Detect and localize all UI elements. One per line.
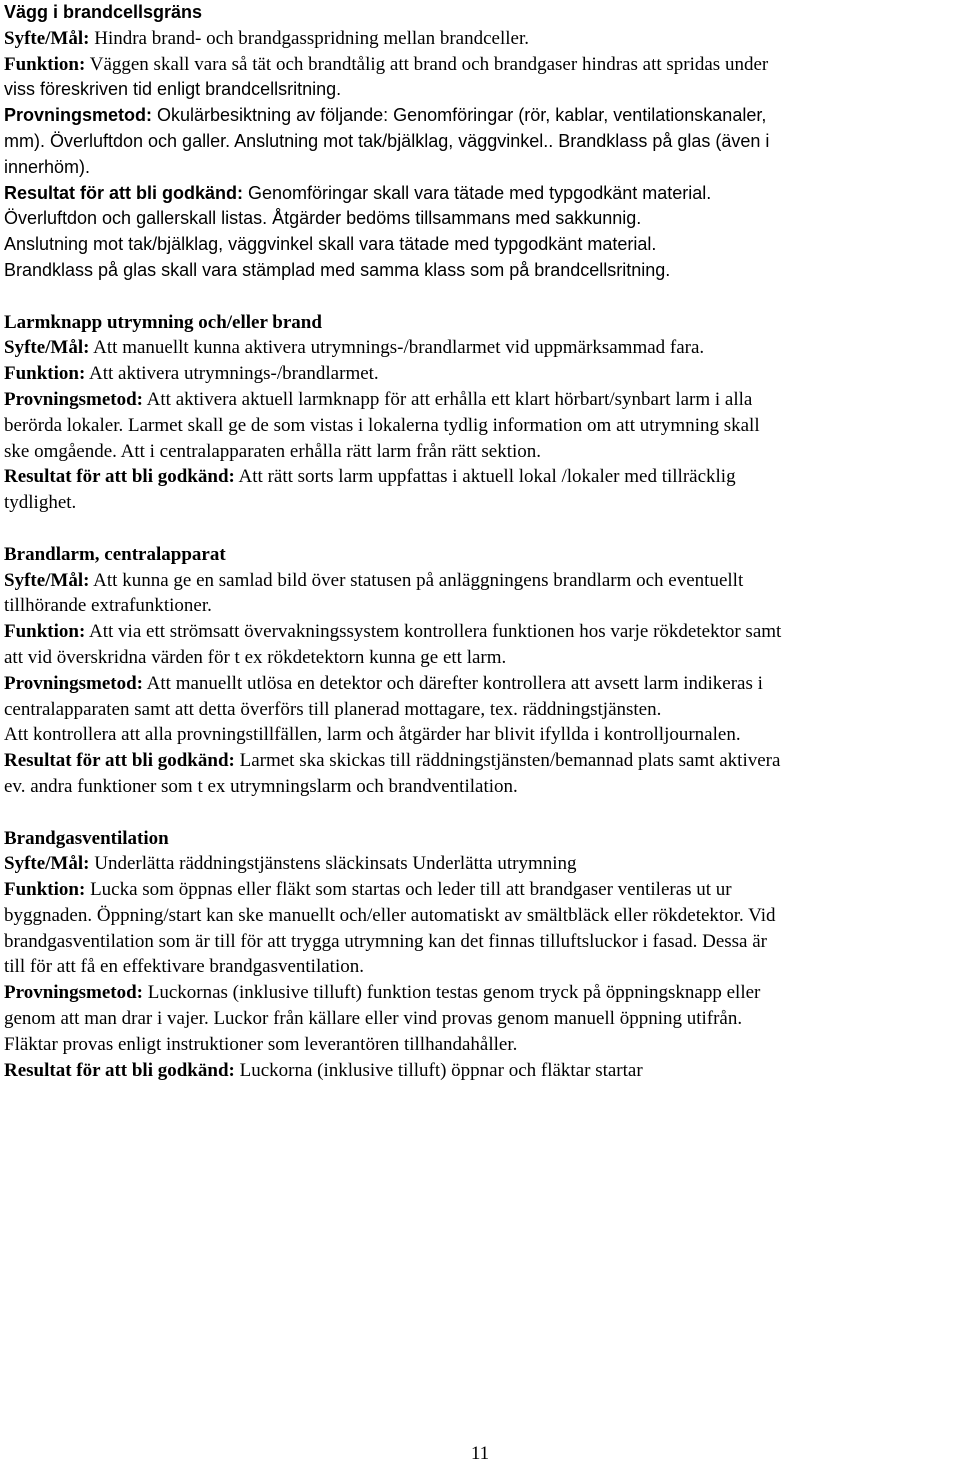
section-heading: Vägg i brandcellsgräns — [4, 2, 203, 22]
paragraph-line — [4, 748, 956, 774]
field-label: Provningsmetod: — [4, 105, 153, 126]
field-text: byggnaden. Öppning/start kan ske manuellt och/eller automatiskt av smältbläck eller rökdetektor. Vid — [4, 904, 776, 926]
paragraph-line — [4, 103, 956, 129]
field-text: innerhöm). — [4, 156, 91, 177]
field-text: Överluftdon och gallerskall listas. Åtgärder bedöms tillsammans med sakkunnig. — [4, 208, 642, 229]
field-text: Brandklass på glas skall vara stämplad med samma klass som på brandcellsritning. — [4, 259, 671, 280]
field-label: Resultat för att bli godkänd: — [4, 182, 244, 203]
page-number: 11 — [470, 1443, 490, 1464]
section-spacer — [4, 516, 956, 542]
field-text: viss föreskriven tid enligt brandcellsritning. — [4, 79, 342, 100]
paragraph-line — [4, 1032, 956, 1058]
field-text: berörda lokaler. Larmet skall ge de som vistas i lokalerna tydlig information om att utrymning skall — [4, 414, 760, 436]
paragraph-line — [4, 851, 956, 877]
field-text: ev. andra funktioner som t ex utrymningslarm och brandventilation. — [4, 775, 518, 797]
section-spacer — [4, 284, 956, 310]
paragraph-line — [4, 387, 956, 413]
field-text: Anslutning mot tak/bjälklag, väggvinkel skall vara tätade med typgodkänt material. — [4, 234, 657, 255]
paragraph-line — [4, 361, 956, 387]
paragraph-line — [4, 77, 956, 103]
field-text: Genomföringar skall vara tätade med typgodkänt material. — [243, 182, 712, 203]
field-label: Syfte/Mål: — [4, 27, 90, 49]
field-label: Syfte/Mål: — [4, 569, 90, 591]
paragraph-line — [4, 413, 956, 439]
paragraph-line — [4, 232, 956, 258]
field-text: Larmet ska skickas till räddningstjänsten/bemannad plats samt aktivera — [234, 750, 781, 772]
paragraph-line — [4, 671, 956, 697]
paragraph-line — [4, 439, 956, 465]
field-text: tillhörande extrafunktioner. — [4, 595, 212, 617]
field-label: Syfte/Mål: — [4, 853, 90, 875]
paragraph-line — [4, 52, 956, 78]
field-label: Syfte/Mål: — [4, 337, 90, 359]
field-text: Hindra brand- och brandgasspridning mellan brandceller. — [89, 27, 529, 49]
field-label: Provningsmetod: — [4, 672, 143, 694]
section-larmknapp — [4, 310, 956, 516]
paragraph-line — [4, 593, 956, 619]
paragraph-line — [4, 335, 956, 361]
paragraph-line — [4, 464, 956, 490]
field-text: Att kontrollera att alla provningstillfällen, larm och åtgärder har blivit ifyllda i kontrolljournalen. — [4, 724, 741, 746]
field-text: Väggen skall vara så tät och brandtålig att brand och brandgaser hindras att spridas under — [85, 53, 769, 75]
paragraph-line — [4, 181, 956, 207]
document-page — [4, 0, 956, 1083]
field-label: Funktion: — [4, 879, 86, 901]
section-heading: Brandlarm, centralapparat — [4, 543, 226, 565]
field-text: mm). Överluftdon och galler. Anslutning mot tak/bjälklag, väggvinkel.. Brandklass på glas (även i — [4, 130, 770, 151]
paragraph-line — [4, 1058, 956, 1084]
paragraph-line — [4, 1006, 956, 1032]
field-text: Att manuellt kunna aktivera utrymnings-/brandlarmet vid uppmärksammad fara. — [89, 337, 705, 359]
paragraph-line — [4, 645, 956, 671]
field-text: att vid överskridna värden för t ex rökdetektorn kunna ge ett larm. — [4, 646, 507, 668]
section-heading: Brandgasventilation — [4, 827, 169, 849]
paragraph-line — [4, 568, 956, 594]
paragraph-line — [4, 929, 956, 955]
section-brandlarm-centralapparat — [4, 542, 956, 800]
field-text: Okulärbesiktning av följande: Genomföringar (rör, kablar, ventilationskanaler, — [152, 105, 767, 126]
field-text: Att manuellt utlösa en detektor och därefter kontrollera att avsett larm indikeras i — [142, 672, 763, 694]
field-text: Lucka som öppnas eller fläkt som startas och leder till att brandgaser ventileras ut ur — [85, 879, 732, 901]
paragraph-line — [4, 619, 956, 645]
section-heading: Larmknapp utrymning och/eller brand — [4, 311, 322, 333]
field-text: ske omgående. Att i centralapparaten erhålla rätt larm från rätt sektion. — [4, 440, 542, 462]
paragraph-line — [4, 722, 956, 748]
field-text: Luckorna (inklusive tilluft) öppnar och fläktar startar — [234, 1059, 643, 1081]
field-label: Resultat för att bli godkänd: — [4, 466, 235, 488]
paragraph-line — [4, 980, 956, 1006]
field-text: Fläktar provas enligt instruktioner som leverantören tillhandahåller. — [4, 1033, 518, 1055]
section-vagg-i-brandcellsgrans — [4, 0, 956, 284]
field-text: centralapparaten samt att detta överförs till planerad mottagare, tex. räddningstjänsten. — [4, 698, 662, 720]
field-label: Funktion: — [4, 363, 86, 385]
field-text: Att aktivera aktuell larmknapp för att erhålla ett klart hörbart/synbart larm i alla — [142, 388, 753, 410]
field-text: Att kunna ge en samlad bild över statusen på anläggningens brandlarm och eventuellt — [89, 569, 744, 591]
field-text: genom att man drar i vajer. Luckor från källare eller vind provas genom manuell öppning utifrån. — [4, 1008, 743, 1030]
field-label: Resultat för att bli godkänd: — [4, 1059, 235, 1081]
field-text: Att via ett strömsatt övervakningssystem kontrollera funktionen hos varje rökdetektor samt — [85, 621, 782, 643]
paragraph-line — [4, 129, 956, 155]
field-label: Funktion: — [4, 53, 86, 75]
field-label: Provningsmetod: — [4, 388, 143, 410]
field-label: Resultat för att bli godkänd: — [4, 750, 235, 772]
field-text: Att aktivera utrymnings-/brandlarmet. — [85, 363, 379, 385]
field-label: Provningsmetod: — [4, 982, 143, 1004]
paragraph-line — [4, 26, 956, 52]
field-text: brandgasventilation som är till för att trygga utrymning kan det finnas tilluftsluckor i fasad. Dessa är — [4, 930, 767, 952]
paragraph-line — [4, 903, 956, 929]
field-text: till för att få en effektivare brandgasventilation. — [4, 956, 364, 978]
field-label: Funktion: — [4, 621, 86, 643]
field-text: Luckornas (inklusive tilluft) funktion testas genom tryck på öppningsknapp eller — [142, 982, 761, 1004]
field-text: Att rätt sorts larm uppfattas i aktuell lokal /lokaler med tillräcklig — [234, 466, 736, 488]
paragraph-line — [4, 877, 956, 903]
paragraph-line — [4, 490, 956, 516]
paragraph-line — [4, 697, 956, 723]
section-brandgasventilation — [4, 826, 956, 1084]
section-spacer — [4, 800, 956, 826]
paragraph-line — [4, 774, 956, 800]
paragraph-line — [4, 206, 956, 232]
paragraph-line — [4, 258, 956, 284]
paragraph-line — [4, 155, 956, 181]
field-text: tydlighet. — [4, 492, 77, 514]
paragraph-line — [4, 954, 956, 980]
field-text: Underlätta räddningstjänstens släckinsats Underlätta utrymning — [89, 853, 577, 875]
